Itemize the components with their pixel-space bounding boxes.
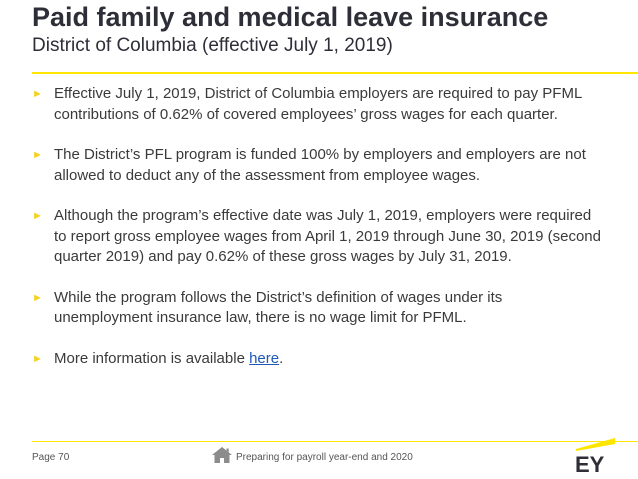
- ey-logo-text: EY: [575, 452, 605, 474]
- list-item: [32, 349, 602, 370]
- bullet-text: Although the program’s effective date was July 1, 2019, employers were required to report gross employee wages from April 1, 2019 through June 30, 2019 (second quarter 2019) and pay 0.62% of these gross wages by July 31, 2019.: [54, 207, 601, 265]
- slide-subtitle: District of Columbia (effective July 1, 2019): [32, 35, 393, 56]
- page-number: Page 70: [32, 452, 70, 463]
- list-item: [32, 206, 602, 268]
- triangle-right-icon: ►: [32, 210, 43, 222]
- bullet-text: While the program follows the District’s definition of wages under its unemployment insurance law, there is no wage limit for PFML.: [54, 288, 503, 326]
- home-icon[interactable]: [211, 446, 233, 464]
- bullet-text: More information is available: [54, 349, 250, 367]
- header-divider: [32, 72, 638, 74]
- more-info-link[interactable]: here: [249, 349, 280, 367]
- triangle-right-icon: ►: [32, 149, 43, 161]
- footer-title: Preparing for payroll year-end and 2020: [236, 452, 413, 463]
- bullet-list: [32, 84, 602, 389]
- bullet-text: Effective July 1, 2019, District of Columbia employers are required to pay PFML contributions of 0.62% of covered employees’ gross wages for each quarter.: [54, 85, 582, 123]
- footer-divider: [32, 441, 638, 442]
- bullet-text: The District’s PFL program is funded 100% by employers and employers are not allowed to deduct any of the assessment from employee wages.: [54, 146, 586, 184]
- ey-logo: [572, 436, 616, 474]
- triangle-right-icon: ►: [32, 291, 43, 304]
- list-item: [32, 288, 602, 329]
- list-item: [32, 84, 602, 125]
- triangle-right-icon: ►: [32, 88, 43, 100]
- bullet-text-end: .: [279, 349, 284, 367]
- triangle-right-icon: ►: [32, 352, 43, 365]
- slide-title: Paid family and medical leave insurance: [32, 2, 549, 32]
- list-item: [32, 145, 602, 186]
